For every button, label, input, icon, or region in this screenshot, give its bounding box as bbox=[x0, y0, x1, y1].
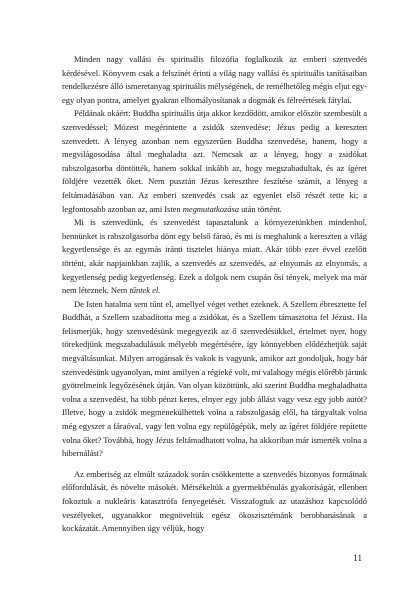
page-number: 11 bbox=[353, 554, 363, 564]
paragraph-text: után történt. bbox=[239, 203, 282, 214]
paragraph-text: Minden nagy vallási és spirituális filozófia foglalkozik az emberi szenvedés kérdésével. Könyvem csak a felszínét érinti a világ nagy vallási és spirituális tanításaiban rendelkezésre álló ismeretanyag spirituális mélységének, de remélhetőleg mégis eljut egy-egy olyan pontra, amelyet gyakran elhomályosítanak a dogmák és félreértések fátylai. bbox=[62, 54, 367, 105]
italic-text: megmutatkozása bbox=[182, 203, 239, 214]
paragraph bbox=[62, 468, 367, 536]
paragraph-text: Mi is szenvedünk, és szenvedést tapasztalunk a környezetünkben mindenhol, bennünket is rabszolgasorba dönt egy belső fáraó, és mi is meghalunk a kereszten a világ kegyetlensége és az egymás iránti tisztelet hiánya miatt. Akár több ezer évvel ezelőtt történt, akár napjainkban zajlik, a szenvedés az szenvedés, az elnyomás az elnyomás, a kegyetlenség pedig kegyetlenség. Ezek a dolgok nem csupán ősi tények, melyek ma már nem léteznek. Nem bbox=[62, 217, 367, 296]
paragraph bbox=[62, 298, 367, 461]
paragraph-text: Az emberiség az elmúlt századok során csökkentette a szenvedés bizonyos formáinak előfordulását, és növelte másokét. Mérsékeltük a gyermekbénulás gyakoriságát, ellenben fokoztuk a nukleáris katasztrófa fenyegetését. Visszafogtuk az utazáshoz kapcsolódó veszélyeket, ugyanakkor megnöveltük egész ökoszisztémánk berobbanásának a kockázatát. Amennyiben úgy véljük, hogy bbox=[62, 468, 367, 534]
paragraph bbox=[62, 216, 367, 298]
paragraph-text: De Isten hatalma sem tűnt el, amellyel véget vethet ezeknek. A Szellem ébresztette fel Buddhát, a Szellem szabadította meg a zsidókat, és a Szellem támasztotta fel Jézust. Ha felismerjük, hogy szenvedésünk megegyezik az ő szenvedésükkel, értelmet nyer, hogy törekedjünk megszabadulásuk mélyebb megértésére, így könnyebben elődézhetjük saját megváltásunkat. Milyen arrogánsak és vakok is vagyunk, amikor azt gondoljuk, hogy bár szenvedésünk ugyanolyan, mint amilyen a régieké volt, mi valahogy mégis előrébb járunk gyötrelmeink legyőzésének útján. Van olyan közöttünk, aki szerint Buddha meghaladhatta volna a szenvedést, ha több pénzt keres, elnyer egy jobb állást vagy vesz egy jobb autót? Illetve, hogy a zsidók megmenekülhettek volna a rabszolgaság elől, ha tárgyaltak volna még egyszer a fáraóval, vagy lett volna egy repülőgépük, mely az ígéret földjére repítette volna őket? Továbbá, hogy Jézus feltámadhatott volna, ha akkoriban már ismerték volna a hibernálást? bbox=[62, 298, 367, 459]
italic-text: tűntek el. bbox=[129, 285, 161, 296]
paragraph bbox=[62, 107, 367, 216]
paragraph bbox=[62, 53, 367, 107]
paragraph-text: Példának okáért: Buddha spirituális útja akkor kezdődött, amikor először szembesült a szenvedéssel; Mózest megérintette a zsidók szenvedése; Jézus pedig a kereszten szenvedett. A lényeg azonban nem egyszerűen Buddha szenvedése, hanem, hogy a megvilágosodása által meghaladta azt. Nemcsak az a lényeg, hogy a zsidókat rabszolgasorba döntötték, hanem sokkal inkább az, hogy megszabadultak, és az ígéret földjére vezették őket. Nem pusztán Jézus kereszthre feszítése számít, a lényeg a feltámadásában van. Az emberi szenvedés csak az egyenlet első részét tette ki; a legfontosabb azonban az, ami Isten bbox=[62, 108, 367, 214]
book-page-text bbox=[62, 53, 367, 536]
